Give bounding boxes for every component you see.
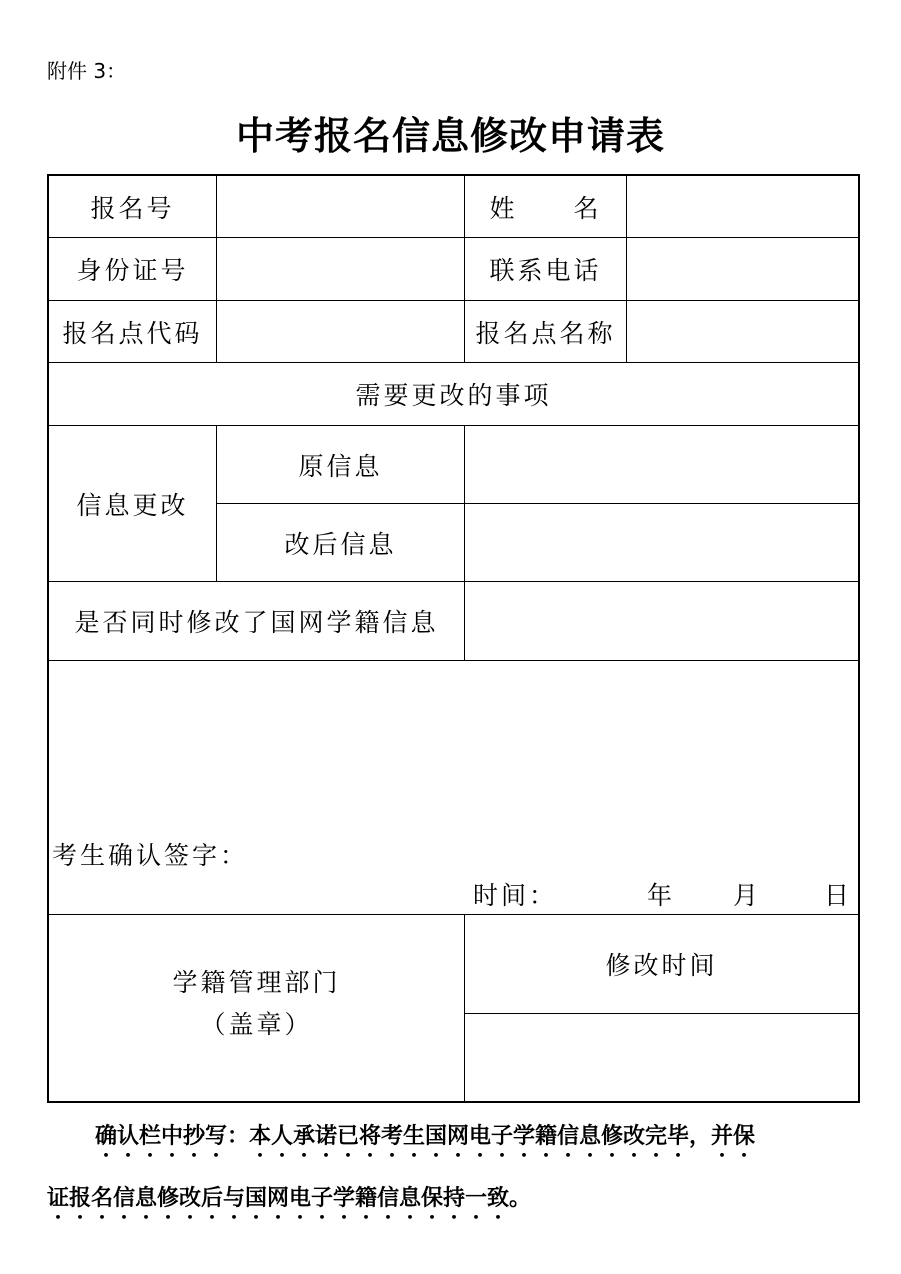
year-label: 年 bbox=[647, 881, 676, 910]
note-line-2: 证报名信息修改后与国网电子学籍信息保持一致。 bbox=[47, 1186, 532, 1211]
date-label: 时间： bbox=[473, 881, 558, 910]
reg-no-field[interactable] bbox=[217, 176, 464, 237]
month-label: 月 bbox=[733, 881, 762, 910]
page-title: 中考报名信息修改申请表 bbox=[235, 113, 665, 158]
reg-no-label: 报名号 bbox=[90, 193, 175, 223]
phone-label: 联系电话 bbox=[489, 256, 602, 285]
day-label: 日 bbox=[824, 881, 853, 910]
modified-info-label: 改后信息 bbox=[284, 529, 397, 559]
dept-label: 学籍管理部门 bbox=[172, 968, 341, 997]
name-field[interactable] bbox=[627, 176, 858, 237]
phone-field[interactable] bbox=[627, 238, 858, 300]
seal-label: （盖章） bbox=[200, 1010, 313, 1039]
original-info-label: 原信息 bbox=[298, 451, 383, 481]
attachment-label: 附件 3： bbox=[47, 59, 127, 83]
site-name-label: 报名点名称 bbox=[475, 318, 616, 348]
modify-time-label: 修改时间 bbox=[605, 951, 718, 980]
original-info-field[interactable] bbox=[465, 426, 858, 503]
commitment-note bbox=[47, 1106, 867, 1230]
site-name-field[interactable] bbox=[627, 301, 858, 362]
signature-label: 考生确认签字： bbox=[52, 841, 249, 870]
name-label: 姓 名 bbox=[489, 193, 602, 223]
site-code-label: 报名点代码 bbox=[62, 318, 203, 348]
id-number-label: 身份证号 bbox=[76, 256, 189, 285]
dept-seal-area bbox=[49, 915, 464, 1103]
note-line-1: 确认栏中抄写：本人承诺已将考生国网电子学籍信息修改完毕，并保 bbox=[95, 1124, 756, 1149]
application-form bbox=[47, 174, 860, 1103]
site-code-field[interactable] bbox=[217, 301, 464, 362]
id-number-field[interactable] bbox=[217, 238, 464, 300]
modify-time-field[interactable] bbox=[465, 1014, 858, 1103]
change-items-header: 需要更改的事项 bbox=[355, 381, 552, 410]
sync-answer-field[interactable] bbox=[465, 582, 858, 660]
info-change-label: 信息更改 bbox=[76, 490, 189, 520]
sync-question-label: 是否同时修改了国网学籍信息 bbox=[74, 608, 439, 637]
modified-info-field[interactable] bbox=[465, 504, 858, 581]
